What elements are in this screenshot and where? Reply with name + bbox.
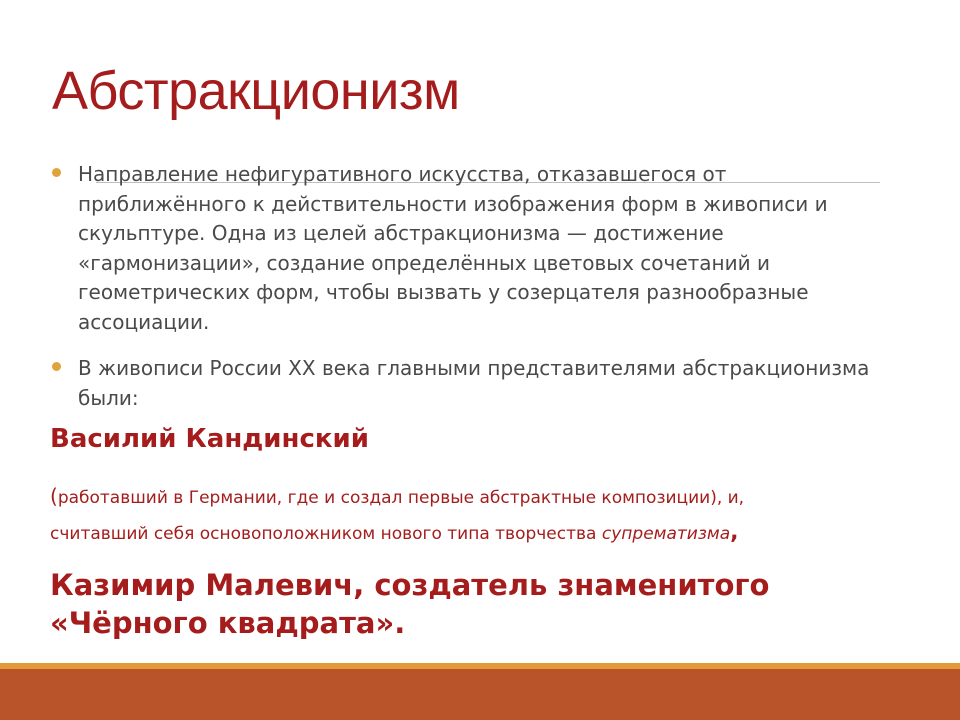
slide-title: Абстракционизм [52, 61, 460, 121]
bullet-text: В живописи России XX века главными представителями абстракционизма были: [78, 356, 870, 410]
artist-malevich-text: Казимир Малевич, создатель знаменитого «Чёрного квадрата». [50, 568, 770, 640]
detail-text: считавший себя основоположником нового типа творчества [50, 524, 602, 544]
detail-comma: , [730, 520, 739, 545]
bullet-list [52, 160, 892, 413]
detail-italic: супрематизма [601, 524, 731, 544]
artist-kandinsky-detail-2 [50, 520, 738, 545]
detail-text: работавший в Германии, где и создал первые абстрактные композиции), и, [57, 488, 745, 508]
bullet-item [52, 354, 892, 413]
artist-kandinsky-detail-1 [50, 484, 744, 508]
footer-band [0, 669, 960, 720]
bullet-dot-icon [52, 168, 61, 177]
artist-kandinsky-name: Василий Кандинский [50, 424, 369, 454]
bullet-item [52, 160, 892, 337]
bullet-text: Направление нефигуративного искусства, отказавшегося от приближённого к действительности изображения форм в живописи и скульптуре. Одна из целей абстракционизма — достижение «гармонизации», создание определённых цветовых сочетаний и геометрических форм, чтобы вызвать у созерцателя разнообразные ассоциации. [78, 162, 828, 334]
bullet-dot-icon [52, 362, 61, 371]
paren-open: ( [50, 484, 58, 508]
